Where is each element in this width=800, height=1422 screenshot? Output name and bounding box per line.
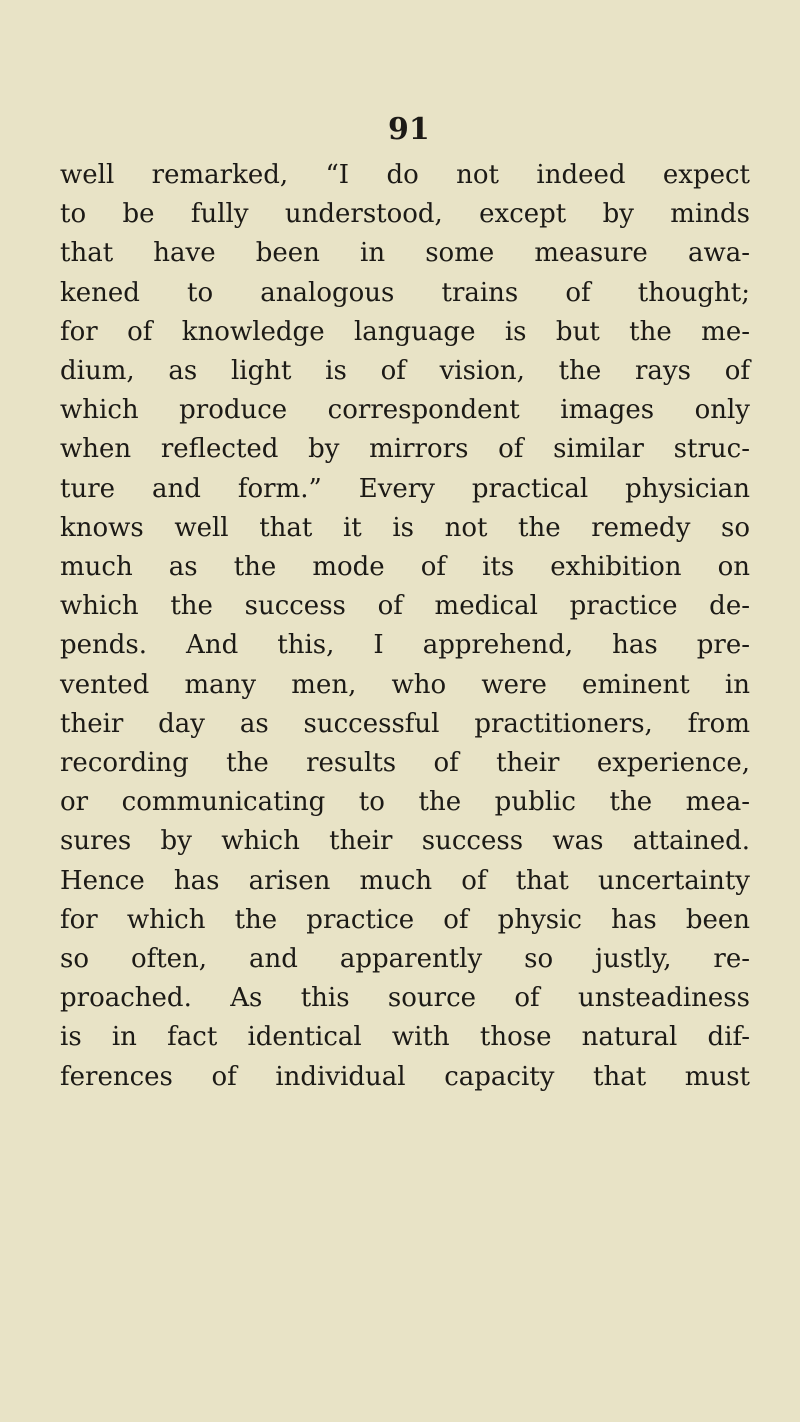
text-line: so often, and apparently so justly, re- bbox=[60, 944, 750, 975]
text-line: for of knowledge language is but the me- bbox=[60, 316, 750, 347]
text-line: knows well that it is not the remedy so bbox=[60, 512, 750, 543]
text-line: kened to analogous trains of thought; bbox=[60, 277, 750, 308]
text-line: ture and form.” Every practical physician bbox=[60, 473, 750, 504]
text-line: that have been in some measure awa- bbox=[60, 238, 750, 269]
text-line: sures by which their success was attained. bbox=[60, 826, 750, 857]
text-line: proached. As this source of unsteadiness bbox=[60, 983, 750, 1014]
text-line: when reflected by mirrors of similar struc- bbox=[60, 434, 750, 465]
text-line: which produce correspondent images only bbox=[60, 395, 750, 426]
text-line: is in fact identical with those natural dif- bbox=[60, 1022, 750, 1053]
text-line: vented many men, who were eminent in bbox=[60, 669, 750, 700]
text-line: well remarked, “I do not indeed expect bbox=[60, 160, 750, 190]
text-line: pends. And this, I apprehend, has pre- bbox=[60, 630, 750, 661]
text-line: to be fully understood, except by minds bbox=[60, 199, 750, 230]
text-line: ferences of individual capacity that must bbox=[60, 1061, 750, 1092]
text-line: their day as successful practitioners, from bbox=[60, 708, 750, 739]
text-line: or communicating to the public the mea- bbox=[60, 787, 750, 818]
text-line: which the success of medical practice de- bbox=[60, 591, 750, 622]
text-line: for which the practice of physic has been bbox=[60, 904, 750, 935]
body-text bbox=[60, 156, 750, 1097]
text-line: recording the results of their experience, bbox=[60, 748, 750, 779]
text-line: much as the mode of its exhibition on bbox=[60, 552, 750, 583]
page-number: 91 bbox=[388, 112, 430, 147]
text-line: Hence has arisen much of that uncertainty bbox=[60, 865, 750, 896]
text-line: dium, as light is of vision, the rays of bbox=[60, 356, 750, 387]
